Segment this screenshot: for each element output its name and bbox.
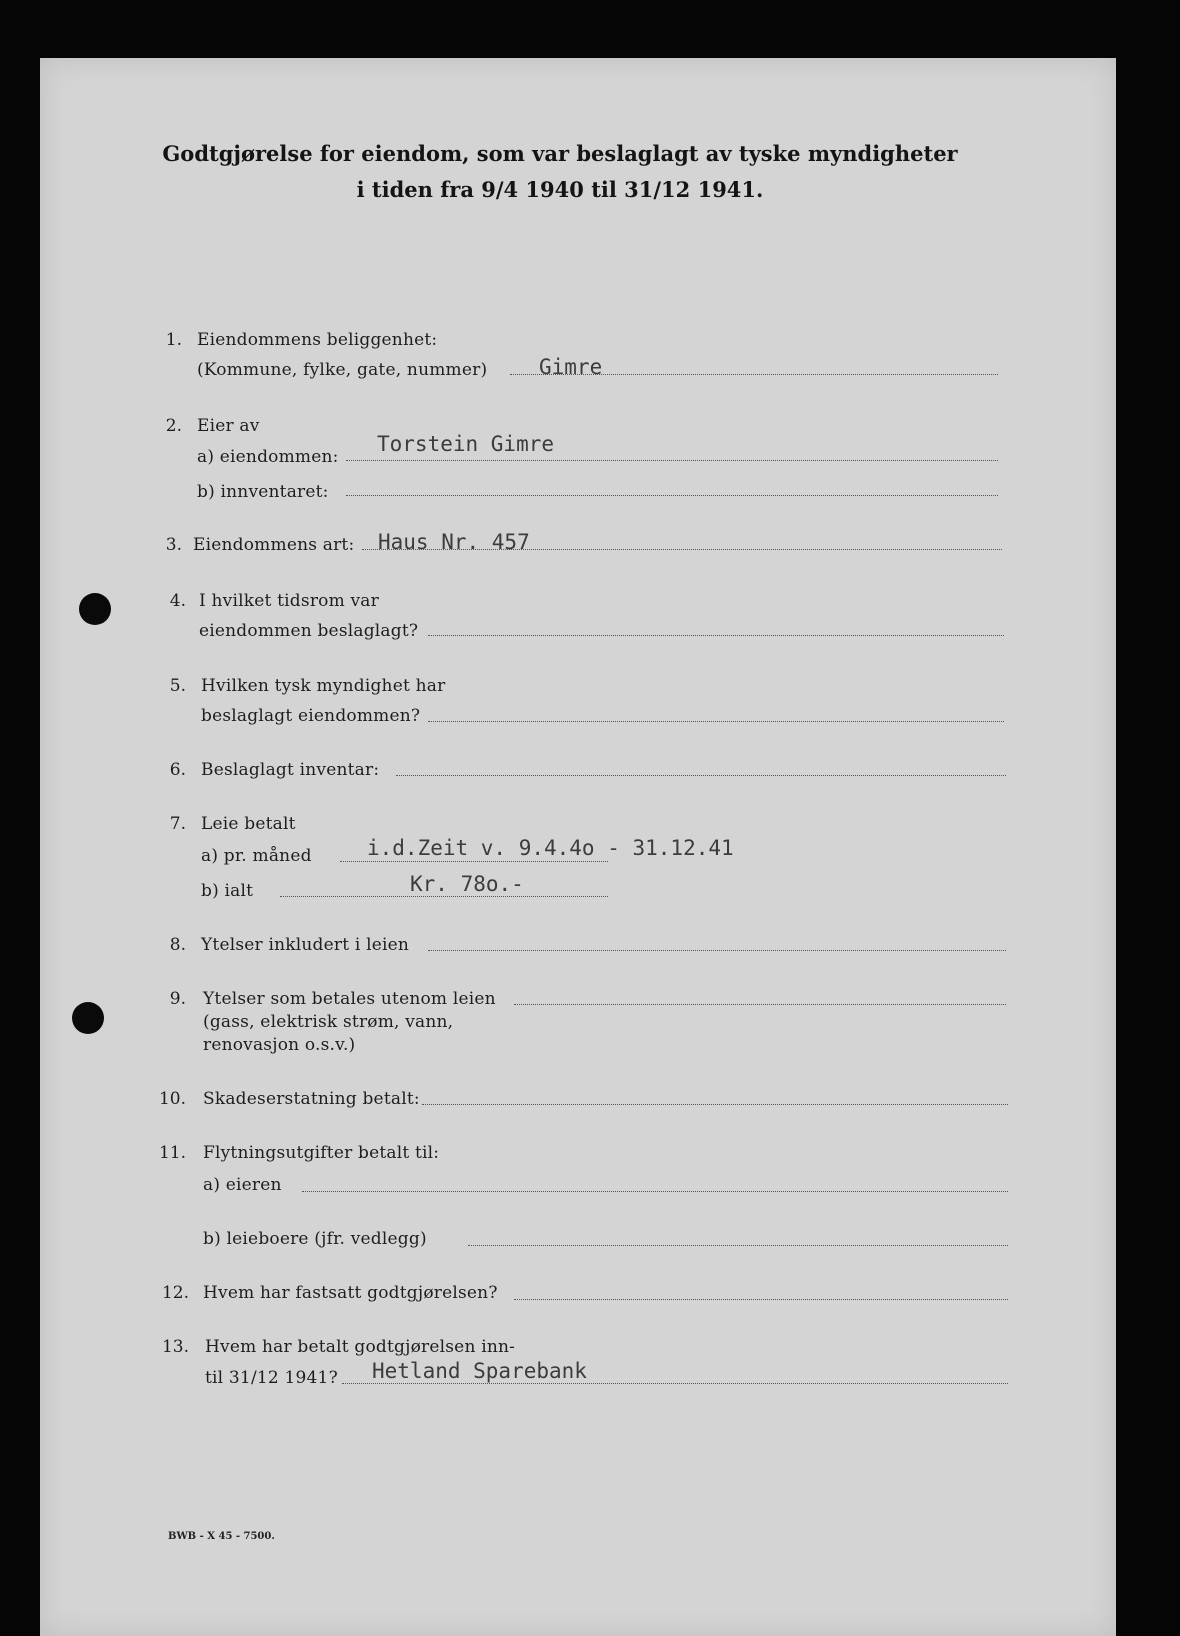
q7b-answer-line	[280, 896, 608, 897]
q7a-answer: i.d.Zeit v. 9.4.4o - 31.12.41	[367, 836, 734, 860]
q12-answer-line	[514, 1299, 1008, 1300]
q5-line-1: Hvilken tysk myndighet har	[201, 676, 446, 696]
q7a-answer-line	[340, 861, 608, 862]
q9-number: 9.	[169, 989, 186, 1009]
q11a-answer-line	[302, 1191, 1008, 1192]
q7a-label: a) pr. måned	[201, 846, 312, 866]
q11b-label: b) leieboere (jfr. vedlegg)	[203, 1229, 427, 1249]
q9-line-2: (gass, elektrisk strøm, vann,	[203, 1012, 454, 1032]
q13-answer-line	[342, 1383, 1008, 1384]
q5-number: 5.	[169, 676, 186, 696]
q2-label: Eier av	[197, 416, 260, 436]
q5-line-2: beslaglagt eiendommen?	[201, 706, 421, 726]
q6-label: Beslaglagt inventar:	[201, 760, 380, 780]
q10-answer-line	[422, 1104, 1008, 1105]
form-title	[150, 136, 970, 208]
q10-number: 10.	[158, 1089, 186, 1109]
q4-line-2: eiendommen beslaglagt?	[199, 621, 419, 641]
q13-line-2: til 31/12 1941?	[205, 1368, 338, 1388]
q1-number: 1.	[165, 330, 182, 350]
q12-number: 12.	[161, 1283, 189, 1303]
q3-answer: Haus Nr. 457	[378, 530, 530, 554]
q1-label: Eiendommens beliggenhet:	[197, 330, 438, 350]
q8-answer-line	[428, 950, 1006, 951]
q13-answer: Hetland Sparebank	[372, 1359, 587, 1383]
q2a-answer-line	[346, 460, 998, 461]
q2b-answer-line	[346, 495, 998, 496]
q2-number: 2.	[165, 416, 182, 436]
q9-line-1: Ytelser som betales utenom leien	[203, 989, 496, 1009]
q1-answer: Gimre	[539, 355, 603, 379]
q3-label: Eiendommens art:	[193, 535, 355, 555]
q8-label: Ytelser inkludert i leien	[201, 935, 410, 955]
q4-answer-line	[428, 635, 1004, 636]
q8-number: 8.	[169, 935, 186, 955]
printer-code: BWB - X 45 - 7500.	[168, 1531, 275, 1542]
q2a-label: a) eiendommen:	[197, 447, 339, 467]
q7-number: 7.	[169, 814, 186, 834]
q4-line-1: I hvilket tidsrom var	[199, 591, 379, 611]
q13-line-1: Hvem har betalt godtgjørelsen inn-	[205, 1337, 516, 1357]
q4-number: 4.	[169, 591, 186, 611]
q7b-answer: Kr. 78o.-	[410, 872, 524, 896]
form-title-line-2: i tiden fra 9/4 1940 til 31/12 1941.	[356, 177, 764, 202]
q1-sublabel: (Kommune, fylke, gate, nummer)	[197, 360, 488, 380]
q7b-label: b) ialt	[201, 881, 254, 901]
q9-answer-line	[514, 1004, 1006, 1005]
q11-number: 11.	[158, 1143, 186, 1163]
q11a-label: a) eieren	[203, 1175, 282, 1195]
q2a-answer: Torstein Gimre	[377, 432, 555, 456]
q3-number: 3.	[165, 535, 182, 555]
q10-label: Skadeserstatning betalt:	[203, 1089, 420, 1109]
q11b-answer-line	[468, 1245, 1008, 1246]
q5-answer-line	[428, 721, 1004, 722]
q13-number: 13.	[161, 1337, 189, 1357]
q9-line-3: renovasjon o.s.v.)	[203, 1035, 356, 1055]
q12-label: Hvem har fastsatt godtgjørelsen?	[203, 1283, 498, 1303]
form-title-line-1: Godtgjørelse for eiendom, som var beslaglagt av tyske myndigheter	[162, 141, 958, 166]
q7-label: Leie betalt	[201, 814, 296, 834]
q6-number: 6.	[169, 760, 186, 780]
q2b-label: b) innventaret:	[197, 482, 329, 502]
punch-hole-top	[79, 593, 111, 625]
q11-label: Flytningsutgifter betalt til:	[203, 1143, 440, 1163]
punch-hole-bottom	[72, 1002, 104, 1034]
q6-answer-line	[396, 775, 1006, 776]
